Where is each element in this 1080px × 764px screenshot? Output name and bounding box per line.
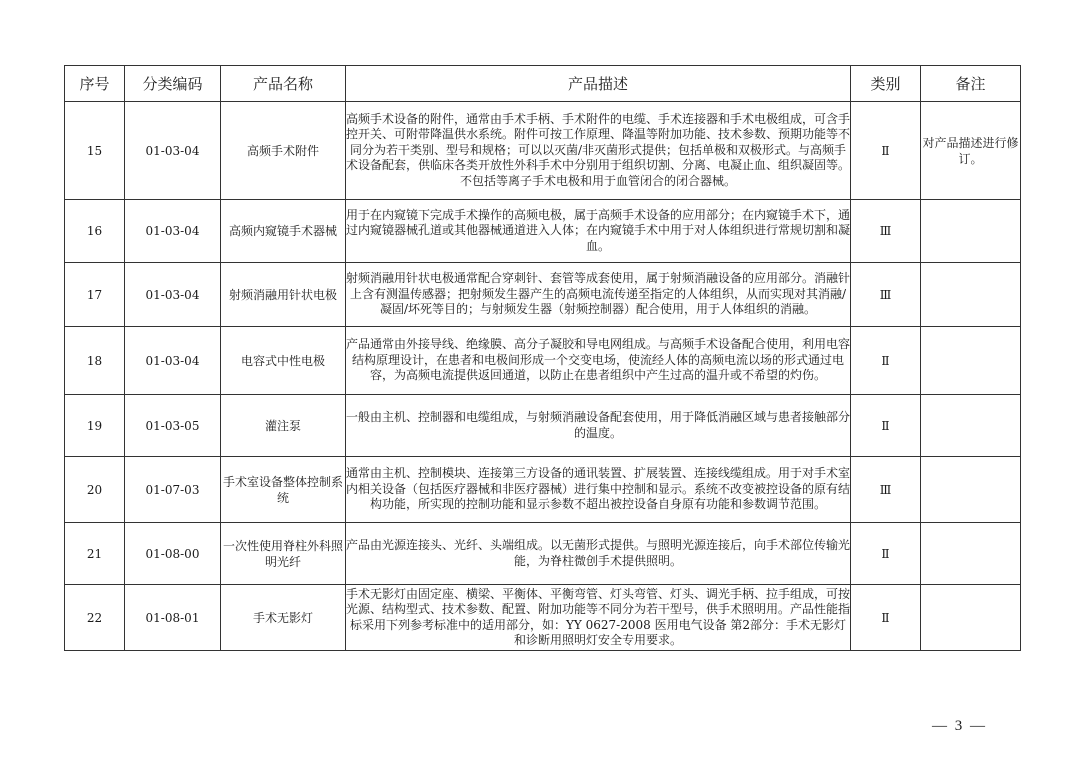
row-remark: [921, 395, 1021, 457]
row-num: 15: [65, 102, 125, 200]
row-remark: [921, 457, 1021, 523]
row-class: Ⅱ: [851, 523, 921, 585]
table-row: [65, 200, 1021, 263]
row-class: Ⅲ: [851, 200, 921, 263]
catalog-table: [64, 65, 1021, 651]
header-desc: 产品描述: [346, 66, 851, 102]
row-code: 01-08-01: [125, 585, 221, 651]
row-desc: 射频消融用针状电极通常配合穿刺针、套管等成套使用，属于射频消融设备的应用部分。消融针上含有测温传感器；把射频发生器产生的高频电流传递至指定的人体组织，从而实现对其消融/凝固/坏死等目的；与射频发生器（射频控制器）配合使用，用于人体组织的消融。: [346, 263, 851, 327]
row-remark: [921, 200, 1021, 263]
row-num: 18: [65, 327, 125, 395]
page-number: — 3 —: [932, 718, 987, 734]
row-code: 01-03-05: [125, 395, 221, 457]
row-desc: 产品由光源连接头、光纤、头端组成。以无菌形式提供。与照明光源连接后，向手术部位传输光能，为脊柱微创手术提供照明。: [346, 523, 851, 585]
row-class: Ⅱ: [851, 585, 921, 651]
row-remark: [921, 585, 1021, 651]
row-name: 灌注泵: [221, 395, 346, 457]
row-class: Ⅱ: [851, 327, 921, 395]
table-row: [65, 395, 1021, 457]
row-name: 高频内窥镜手术器械: [221, 200, 346, 263]
row-class: Ⅱ: [851, 102, 921, 200]
row-num: 21: [65, 523, 125, 585]
table-row: [65, 102, 1021, 200]
header-num: 序号: [65, 66, 125, 102]
row-name: 高频手术附件: [221, 102, 346, 200]
table-row: [65, 457, 1021, 523]
row-name: 手术无影灯: [221, 585, 346, 651]
row-code: 01-07-03: [125, 457, 221, 523]
row-desc: 通常由主机、控制模块、连接第三方设备的通讯装置、扩展装置、连接线缆组成。用于对手术室内相关设备（包括医疗器械和非医疗器械）进行集中控制和显示。系统不改变被控设备的原有结构功能，所实现的控制功能和显示参数不超出被控设备自身原有功能和参数调节范围。: [346, 457, 851, 523]
row-name: 一次性使用脊柱外科照明光纤: [221, 523, 346, 585]
row-code: 01-03-04: [125, 263, 221, 327]
table-row: [65, 327, 1021, 395]
table-row: [65, 523, 1021, 585]
row-remark: [921, 263, 1021, 327]
row-code: 01-03-04: [125, 200, 221, 263]
row-num: 20: [65, 457, 125, 523]
table-row: [65, 263, 1021, 327]
row-class: Ⅱ: [851, 395, 921, 457]
header-name: 产品名称: [221, 66, 346, 102]
row-num: 17: [65, 263, 125, 327]
row-class: Ⅲ: [851, 457, 921, 523]
row-num: 16: [65, 200, 125, 263]
header-code: 分类编码: [125, 66, 221, 102]
row-name: 射频消融用针状电极: [221, 263, 346, 327]
row-code: 01-08-00: [125, 523, 221, 585]
row-num: 19: [65, 395, 125, 457]
row-name: 电容式中性电极: [221, 327, 346, 395]
row-code: 01-03-04: [125, 327, 221, 395]
row-desc: 产品通常由外接导线、绝缘膜、高分子凝胶和导电网组成。与高频手术设备配合使用，利用电容结构原理设计，在患者和电极间形成一个交变电场，使流经人体的高频电流以场的形式通过电容，为高频电流提供返回通道，以防止在患者组织中产生过高的温升或不希望的灼伤。: [346, 327, 851, 395]
table-row: [65, 585, 1021, 651]
row-num: 22: [65, 585, 125, 651]
header-row: [65, 66, 1021, 102]
row-remark: [921, 523, 1021, 585]
header-cls: 类别: [851, 66, 921, 102]
row-desc: 高频手术设备的附件，通常由手术手柄、手术附件的电缆、手术连接器和手术电极组成，可含手控开关、可附带降温供水系统。附件可按工作原理、降温等附加功能、技术参数、预期功能等不同分为若干类别、型号和规格；可以以灭菌/非灭菌形式提供；包括单极和双极形式。与高频手术设备配套，供临床各类开放性外科手术中分别用于组织切割、分离、电凝止血、组织凝固等。不包括等离子手术电极和用于血管闭合的闭合器械。: [346, 102, 851, 200]
row-desc: 一般由主机、控制器和电缆组成，与射频消融设备配套使用，用于降低消融区域与患者接触部分的温度。: [346, 395, 851, 457]
header-remark: 备注: [921, 66, 1021, 102]
row-remark: [921, 327, 1021, 395]
row-name: 手术室设备整体控制系统: [221, 457, 346, 523]
row-desc: 手术无影灯由固定座、横梁、平衡体、平衡弯管、灯头弯管、灯头、调光手柄、拉手组成，可按光源、结构型式、技术参数、配置、附加功能等不同分为若干型号，供手术照明用。产品性能指标采用下列参考标准中的适用部分，如：YY 0627-2008 医用电气设备 第2部分：手术无影灯和诊断用照明灯安全专用要求。: [346, 585, 851, 651]
row-code: 01-03-04: [125, 102, 221, 200]
row-remark: 对产品描述进行修订。: [921, 102, 1021, 200]
row-desc: 用于在内窥镜下完成手术操作的高频电极，属于高频手术设备的应用部分；在内窥镜手术下，通过内窥镜器械孔道或其他器械通道进入人体；在内窥镜手术中用于对人体组织进行常规切割和凝血。: [346, 200, 851, 263]
row-class: Ⅲ: [851, 263, 921, 327]
